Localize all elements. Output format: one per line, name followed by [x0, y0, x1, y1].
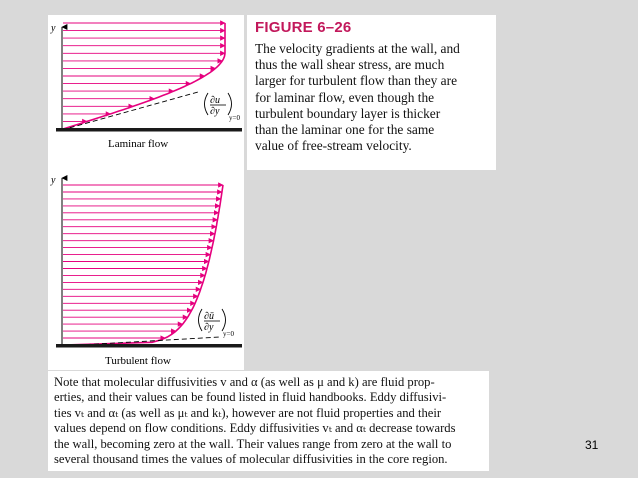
note-line: the wall, becoming zero at the wall. Their values range from zero at the wall to: [54, 436, 452, 451]
note-line: values depend on flow conditions. Eddy diffusivities vₜ and αₜ decrease towards: [54, 421, 456, 436]
turbulent-velocity-profile-curve: [63, 185, 223, 345]
turbulent-diagram: [50, 175, 242, 367]
laminar-y-axis-label: y: [51, 23, 56, 34]
laminar-diagram: [50, 23, 242, 150]
caption-line: for laminar flow, even though the: [255, 89, 435, 105]
note-line: erties, and their values can be found listed in fluid handbooks. Eddy diffusivi-: [54, 390, 447, 405]
note-line: ties vₜ and αₜ (as well as μₜ and kₜ), however are not fluid properties and their: [54, 405, 442, 420]
caption-line: thus the wall shear stress, are much: [255, 57, 445, 73]
laminar-flow-label: Laminar flow: [108, 138, 169, 150]
caption-line: The velocity gradients at the wall, and: [255, 41, 460, 56]
note-line: several thousand times the values of molecular diffusivities in the core region.: [54, 452, 448, 467]
caption-line: turbulent boundary layer is thicker: [255, 105, 441, 121]
turbulent-derivative-den: ∂y: [204, 322, 214, 333]
laminar-derivative-num: ∂u: [210, 95, 220, 106]
caption-panel: [247, 15, 496, 170]
note-panel: [48, 371, 489, 471]
note-line: Note that molecular diffusivities v and α (as well as μ and k) are fluid prop-: [54, 375, 435, 389]
laminar-derivative-sub: y=0: [229, 114, 240, 122]
caption-line: than the laminar one for the same: [255, 122, 435, 138]
laminar-wall: [56, 128, 242, 132]
laminar-wall-tangent-line: [62, 92, 198, 130]
caption-line: larger for turbulent flow than they are: [255, 73, 458, 89]
turbulent-y-axis-label: y: [51, 175, 56, 186]
page-number: 31: [585, 438, 599, 452]
turbulent-derivative-sub: y=0: [223, 330, 234, 338]
turbulent-wall: [56, 344, 242, 348]
note-paragraph: [54, 375, 486, 467]
laminar-derivative-label: [205, 93, 241, 122]
figure-title: FIGURE 6–26: [255, 19, 352, 36]
turbulent-flow-label: Turbulent flow: [105, 355, 171, 367]
velocity-profile-figure: [48, 15, 244, 370]
laminar-derivative-den: ∂y: [210, 106, 220, 117]
figure-caption: [255, 41, 495, 154]
laminar-velocity-arrows: [63, 23, 225, 121]
caption-line: value of free-stream velocity.: [255, 138, 412, 154]
turbulent-derivative-num: ∂ū: [204, 311, 214, 322]
turbulent-derivative-label: [199, 309, 235, 338]
figure-panel: [48, 15, 244, 370]
